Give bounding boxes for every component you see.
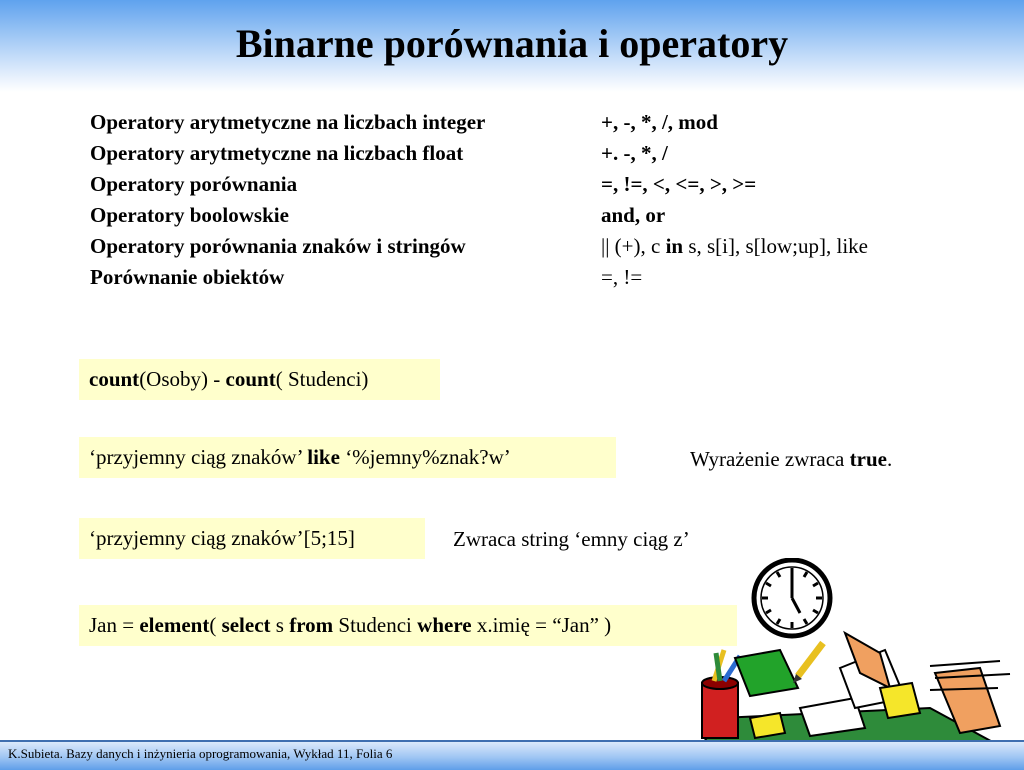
code-text: x.imię = “Jan” ) [471, 613, 612, 637]
operator-category: Operatory porównania [90, 172, 298, 196]
note-text: Wyrażenie zwraca [690, 447, 850, 471]
operators-table [90, 107, 868, 293]
table-row [90, 262, 868, 293]
keyword: like [307, 445, 340, 469]
keyword: count [225, 367, 276, 391]
operator-category: Operatory arytmetyczne na liczbach integer [90, 110, 486, 134]
example-count-box [79, 359, 440, 400]
slide-title: Binarne porównania i operatory [235, 21, 789, 66]
code-text: Jan = [89, 613, 140, 637]
operator-list: =, != [601, 265, 643, 289]
operator-list: and, or [601, 203, 666, 227]
operator-category: Operatory porównania znaków i stringów [90, 234, 466, 258]
note-text: Zwraca string ‘emny ciąg z’ [453, 527, 690, 551]
keyword: from [289, 613, 334, 637]
ops-keyword: in [665, 234, 684, 258]
keyword: true [849, 447, 887, 471]
note-substring-result [453, 519, 690, 560]
keyword: where [417, 613, 472, 637]
clock-desk-papers-icon [680, 558, 1020, 748]
example-like-box [79, 437, 616, 478]
keyword: count [89, 367, 140, 391]
table-row [90, 107, 868, 138]
code-text: ‘%jemny%znak?w’ [339, 445, 511, 469]
table-row [90, 231, 868, 262]
code-text: ‘przyjemny ciąg znaków’ [89, 445, 308, 469]
operator-category: Porównanie obiektów [90, 265, 285, 289]
example-element-box [79, 605, 737, 646]
code-text: Studenci [333, 613, 418, 637]
table-row [90, 169, 868, 200]
example-substring-box [79, 518, 425, 559]
operator-category: Operatory arytmetyczne na liczbach float [90, 141, 464, 165]
operator-list: =, !=, <, <=, >, >= [601, 172, 757, 196]
code-text: ( [209, 613, 222, 637]
operator-list [601, 231, 868, 262]
ops-text: || (+), c [601, 234, 666, 258]
operator-category: Operatory boolowskie [90, 203, 289, 227]
keyword: element [139, 613, 210, 637]
operator-list: +, -, *, /, mod [601, 110, 718, 134]
ops-text: s, s[i], s[low;up], like [683, 234, 868, 258]
note-text: . [886, 447, 893, 471]
code-text: ‘przyjemny ciąg znaków’[5;15] [89, 526, 355, 550]
code-text: ( Studenci) [275, 367, 369, 391]
code-text: s [270, 613, 290, 637]
slide-footer: K.Subieta. Bazy danych i inżynieria oprogramowania, Wykład 11, Folia 6 [8, 746, 393, 761]
operator-list: +. -, *, / [601, 141, 668, 165]
code-text: (Osoby) - [139, 367, 226, 391]
table-row [90, 138, 868, 169]
table-row [90, 200, 868, 231]
keyword: select [221, 613, 271, 637]
note-like-result [690, 439, 892, 480]
